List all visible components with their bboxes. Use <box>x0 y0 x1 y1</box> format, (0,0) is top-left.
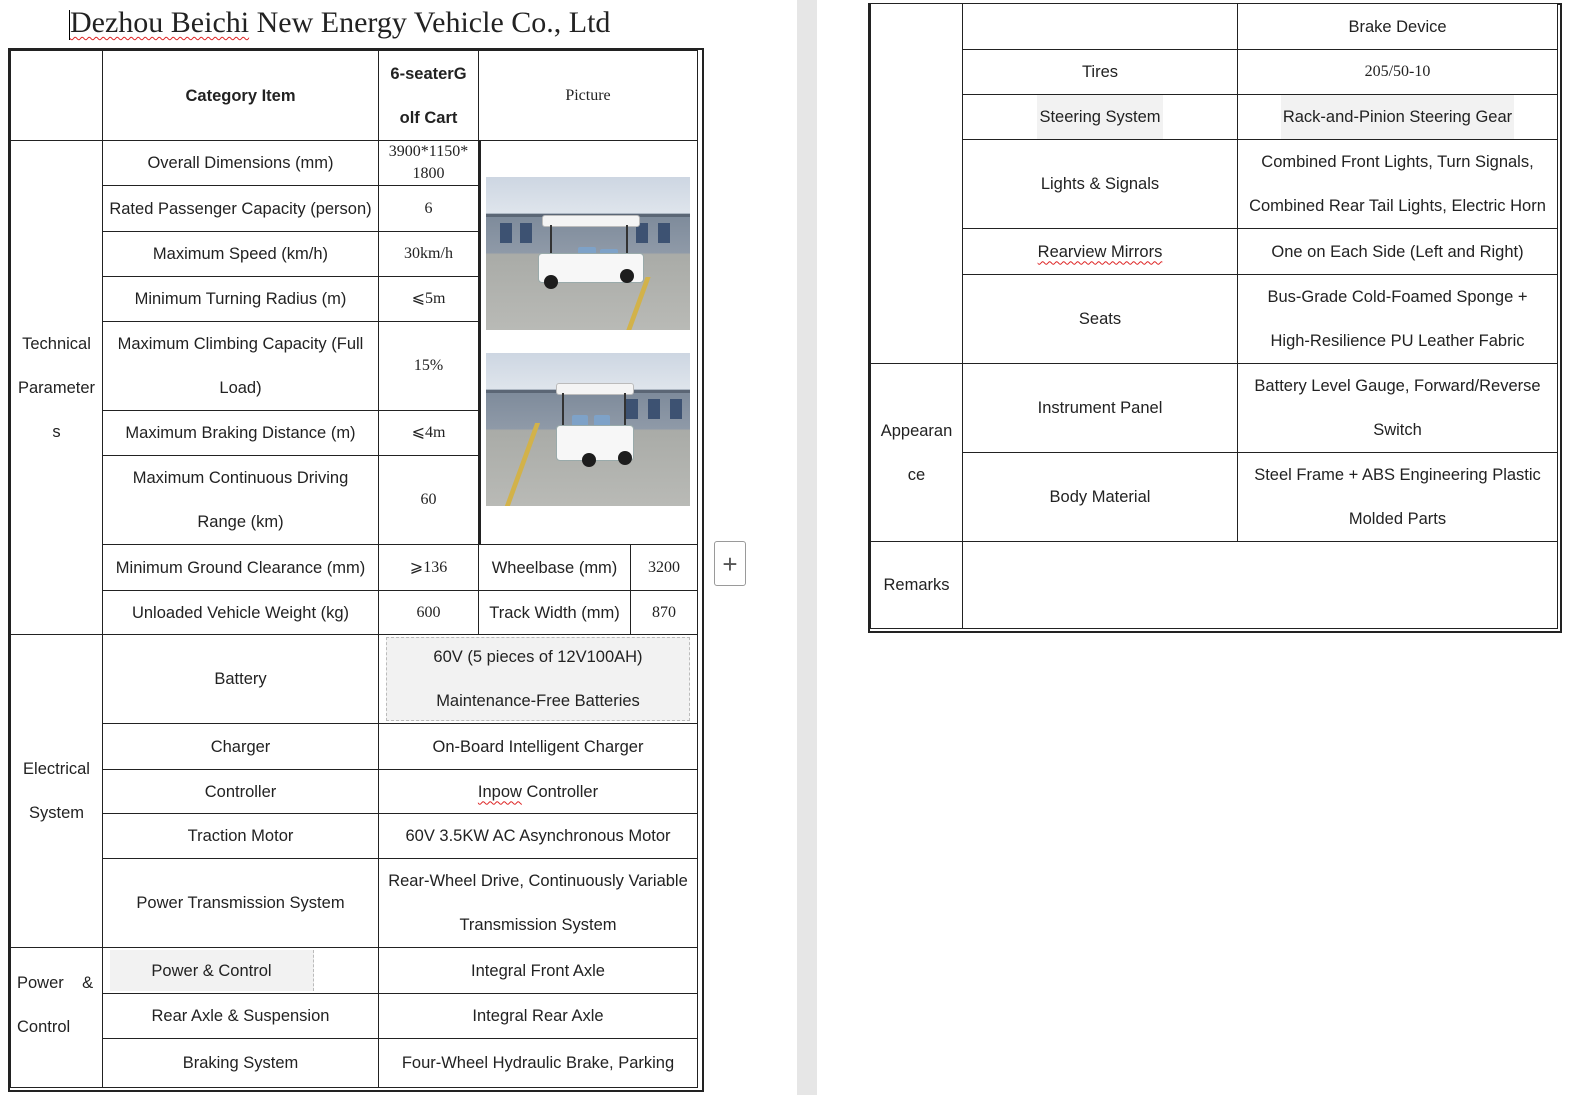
spec-label-braking-system[interactable]: Braking System <box>102 1038 379 1088</box>
lights-signals-line2: Combined Rear Tail Lights, Electric Horn <box>1249 197 1546 215</box>
spec-label-traction-motor[interactable]: Traction Motor <box>102 813 379 859</box>
spec-label-tires[interactable]: Tires <box>962 49 1238 95</box>
spec-value-passenger-capacity[interactable]: 6 <box>378 185 479 232</box>
spec-label-wheelbase[interactable]: Wheelbase (mm) <box>478 544 631 591</box>
page-gutter <box>797 0 817 1095</box>
spec-value-rear-axle[interactable]: Integral Rear Axle <box>378 993 698 1039</box>
header-model-line2: olf Cart <box>399 108 458 127</box>
instrument-panel-line1: Battery Level Gauge, Forward/Reverse <box>1254 377 1541 395</box>
overall-dimensions-line2: 1800 <box>412 165 445 182</box>
body-material-line2: Molded Parts <box>1348 510 1447 528</box>
spec-value-track-width[interactable]: 870 <box>630 590 698 635</box>
spec-value-overall-dimensions[interactable] <box>378 140 479 186</box>
battery-value-line1: 60V (5 pieces of 12V100AH) <box>433 648 643 666</box>
group-technical-line3: s <box>52 422 61 441</box>
lights-signals-line1: Combined Front Lights, Turn Signals, <box>1261 153 1534 171</box>
seats-line2: High-Resilience PU Leather Fabric <box>1270 332 1525 350</box>
header-blank-cell[interactable] <box>10 50 103 141</box>
spec-value-front-axle[interactable]: Integral Front Axle <box>378 947 698 994</box>
spec-label-passenger-capacity[interactable]: Rated Passenger Capacity (person) <box>102 185 379 232</box>
spec-label-controller[interactable]: Controller <box>102 769 379 814</box>
header-model-line1: 6-seaterG <box>390 64 467 83</box>
controller-brand-misspelled: Inpow <box>477 782 522 801</box>
spec-label-braking-distance[interactable]: Maximum Braking Distance (m) <box>102 410 379 456</box>
body-material-line1: Steel Frame + ABS Engineering Plastic <box>1254 466 1541 484</box>
spec-label-power-control-highlight: Power & Control <box>110 950 314 991</box>
group-electrical-line2: System <box>28 804 84 822</box>
steering-label-highlight: Steering System <box>1037 95 1162 139</box>
spec-label-track-width[interactable]: Track Width (mm) <box>478 590 631 635</box>
steering-value-highlight: Rack-and-Pinion Steering Gear <box>1281 95 1514 139</box>
driving-range-line2: Range (km) <box>197 513 284 531</box>
power-transmission-line2: Transmission System <box>459 916 617 934</box>
spec-value-turning-radius[interactable]: ⩽5m <box>378 276 479 322</box>
spec-value-wheelbase[interactable]: 3200 <box>630 544 698 591</box>
spec-label-battery[interactable]: Battery <box>102 634 379 724</box>
spec-value-power-transmission[interactable] <box>378 858 698 948</box>
spec-label-charger[interactable]: Charger <box>102 723 379 770</box>
spec-label-instrument-panel[interactable]: Instrument Panel <box>962 363 1238 453</box>
battery-value-line2: Maintenance-Free Batteries <box>436 692 640 710</box>
spec-label-turning-radius[interactable]: Minimum Turning Radius (m) <box>102 276 379 322</box>
spec-value-driving-range[interactable]: 60 <box>378 455 479 545</box>
group-electrical-system[interactable] <box>10 634 103 948</box>
spec-label-body-material[interactable]: Body Material <box>962 452 1238 542</box>
header-model[interactable] <box>378 50 479 141</box>
title-misspelled-word: Dezhou Beichi <box>70 6 250 39</box>
spec-value-rearview-mirrors[interactable]: One on Each Side (Left and Right) <box>1237 228 1558 275</box>
controller-value-rest: Controller <box>521 782 599 801</box>
remarks-value[interactable] <box>962 541 1558 629</box>
spec-label-driving-range[interactable] <box>102 455 379 545</box>
spec-label-climbing-capacity[interactable] <box>102 321 379 411</box>
spec-value-seats[interactable] <box>1237 274 1558 364</box>
spec-value-brake-device[interactable]: Brake Device <box>1237 3 1558 50</box>
instrument-panel-line2: Switch <box>1373 421 1422 439</box>
group-power-control[interactable] <box>10 947 103 1088</box>
remarks-label[interactable]: Remarks <box>870 541 963 629</box>
driving-range-line1: Maximum Continuous Driving <box>132 469 349 487</box>
header-category-item[interactable]: Category Item <box>102 50 379 141</box>
continuation-label-blank[interactable] <box>962 3 1238 50</box>
spec-value-charger[interactable]: On-Board Intelligent Charger <box>378 723 698 770</box>
golf-cart-photo-front[interactable] <box>486 177 690 330</box>
spec-label-overall-dimensions[interactable]: Overall Dimensions (mm) <box>102 140 379 186</box>
spec-label-power-transmission[interactable]: Power Transmission System <box>102 858 379 948</box>
group-technical-line1: Technical <box>22 334 91 353</box>
climbing-capacity-line1: Maximum Climbing Capacity (Full <box>117 335 364 353</box>
spec-value-braking-distance[interactable]: ⩽4m <box>378 410 479 456</box>
spec-label-max-speed[interactable]: Maximum Speed (km/h) <box>102 231 379 277</box>
group-appearance-line2: ce <box>907 465 926 484</box>
group-appearance[interactable] <box>870 363 963 542</box>
climbing-capacity-line2: Load) <box>219 379 262 397</box>
spec-value-lights-signals[interactable] <box>1237 139 1558 229</box>
spec-value-max-speed[interactable]: 30km/h <box>378 231 479 277</box>
document-title[interactable] <box>70 6 610 40</box>
spec-value-instrument-panel[interactable] <box>1237 363 1558 453</box>
spec-value-vehicle-weight[interactable]: 600 <box>378 590 479 635</box>
group-power-line1: Power & <box>17 974 94 992</box>
group-electrical-line1: Electrical <box>23 760 90 778</box>
spec-label-ground-clearance[interactable]: Minimum Ground Clearance (mm) <box>102 544 379 591</box>
spec-value-tires[interactable]: 205/50-10 <box>1237 49 1558 95</box>
title-rest: New Energy Vehicle Co., Ltd <box>256 6 611 39</box>
spec-label-seats[interactable]: Seats <box>962 274 1238 364</box>
spec-label-rear-axle[interactable]: Rear Axle & Suspension <box>102 993 379 1039</box>
spec-value-traction-motor[interactable]: 60V 3.5KW AC Asynchronous Motor <box>378 813 698 859</box>
spec-value-climbing-capacity[interactable]: 15% <box>378 321 479 411</box>
spec-value-braking-system[interactable]: Four-Wheel Hydraulic Brake, Parking <box>378 1038 698 1088</box>
spec-label-rearview-mirrors[interactable] <box>962 228 1238 275</box>
group-power-line2: Control <box>17 1018 71 1036</box>
spec-value-ground-clearance[interactable]: ⩾136 <box>378 544 479 591</box>
spec-value-steering-system[interactable] <box>1237 94 1558 140</box>
spec-value-body-material[interactable] <box>1237 452 1558 542</box>
spec-value-controller[interactable] <box>378 769 698 814</box>
seats-line1: Bus-Grade Cold-Foamed Sponge + <box>1267 288 1528 306</box>
continuation-group-blank[interactable] <box>870 3 963 364</box>
spec-label-vehicle-weight[interactable]: Unloaded Vehicle Weight (kg) <box>102 590 379 635</box>
rearview-misspelled-word: Rearview Mirrors <box>1037 242 1163 261</box>
document-page-right <box>817 0 1578 1095</box>
header-picture[interactable]: Picture <box>478 50 698 141</box>
group-appearance-line1: Appearan <box>880 421 953 440</box>
group-technical-parameters[interactable] <box>10 140 103 635</box>
overall-dimensions-line1: 3900*1150* <box>388 143 469 160</box>
golf-cart-photo-rear[interactable] <box>486 353 690 506</box>
battery-value-highlight <box>386 637 690 721</box>
power-transmission-line1: Rear-Wheel Drive, Continuously Variable <box>388 872 688 890</box>
spec-label-steering-system[interactable] <box>962 94 1238 140</box>
spec-label-lights-signals[interactable]: Lights & Signals <box>962 139 1238 229</box>
group-technical-line2: Parameter <box>17 378 96 397</box>
add-row-button[interactable]: + <box>714 541 746 586</box>
